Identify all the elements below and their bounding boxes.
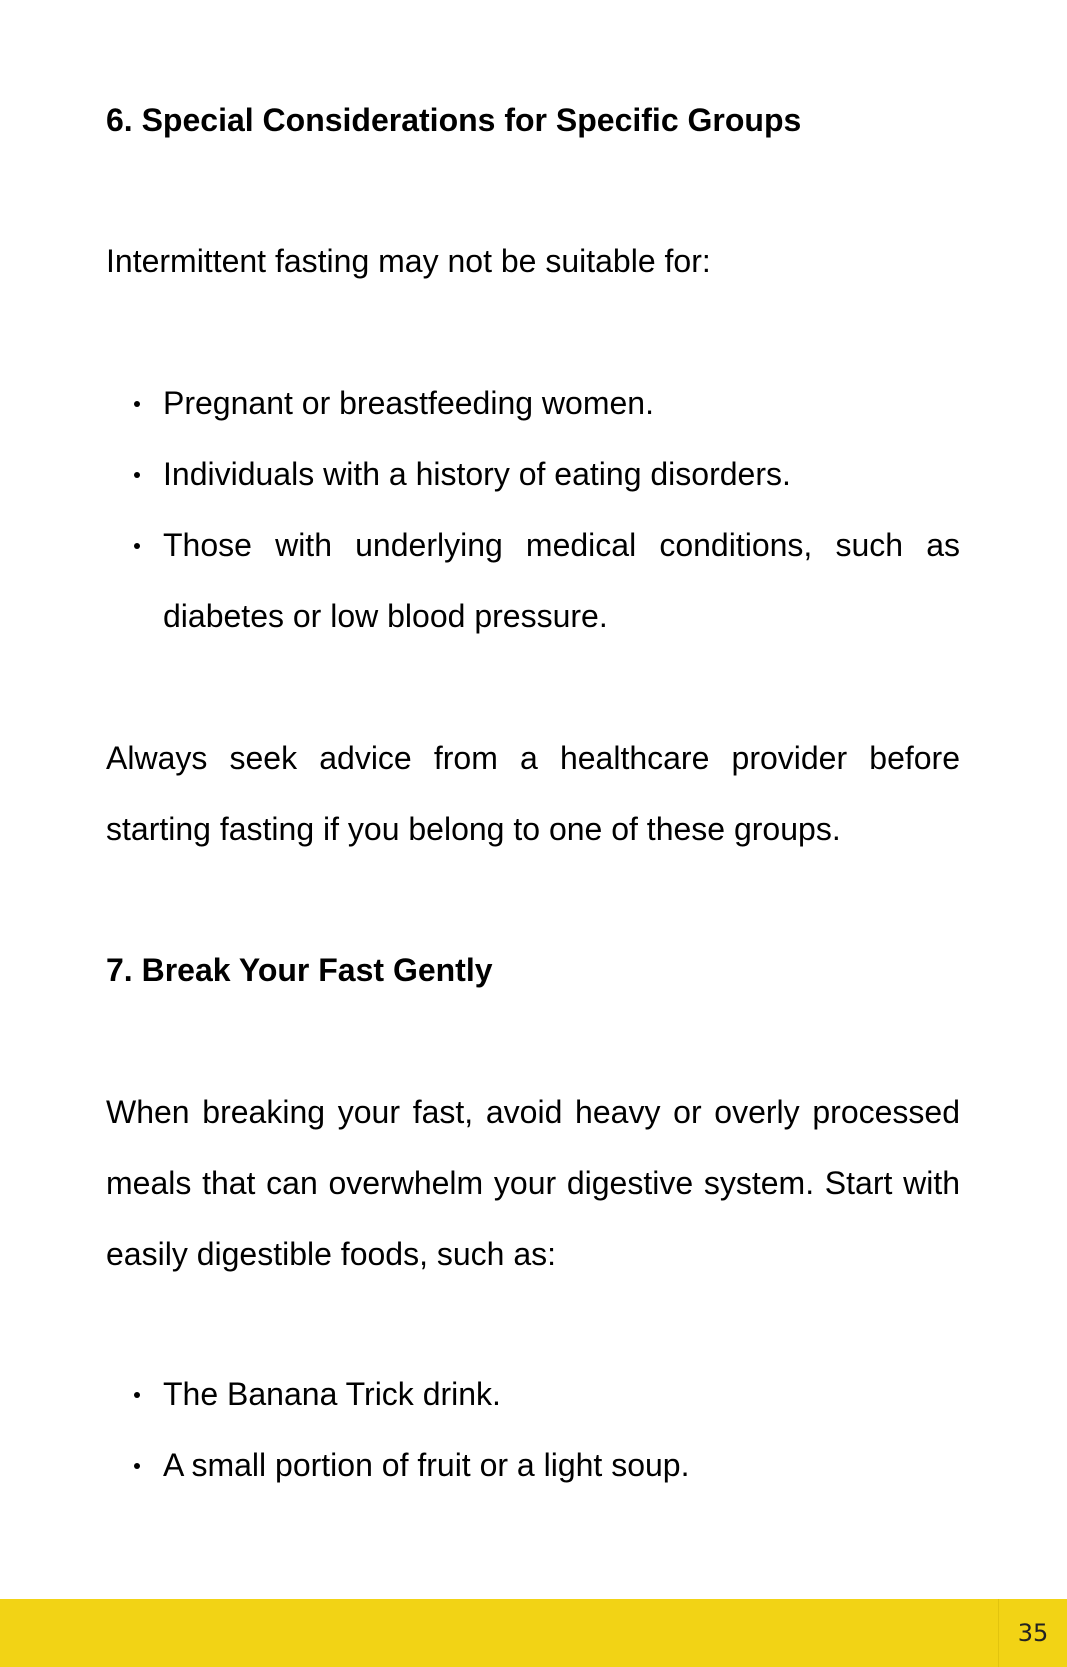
section-6-heading: 6. Special Considerations for Specific Groups: [106, 102, 802, 138]
list-item-text: Pregnant or breastfeeding women.: [163, 385, 654, 421]
list-item: [106, 1430, 960, 1501]
list-item: [106, 368, 960, 439]
section-6-intro: Intermittent fasting may not be suitable for:: [106, 243, 711, 279]
section-6-advice: Always seek advice from a healthcare provider before starting fasting if you belong to one of these groups.: [106, 740, 960, 847]
list-item: [106, 439, 960, 510]
footer-bar: [0, 1599, 1067, 1667]
bullet-icon: [134, 401, 140, 407]
section-6-bullet-list: [106, 368, 960, 652]
page-number: 35: [998, 1599, 1067, 1667]
list-item-text: Individuals with a history of eating disorders.: [163, 456, 791, 492]
list-item-text: A small portion of fruit or a light soup.: [163, 1447, 690, 1483]
bullet-icon: [134, 1392, 140, 1398]
list-item-text: The Banana Trick drink.: [163, 1376, 501, 1412]
list-item-text: Those with underlying medical conditions, such as diabetes or low blood pressure.: [163, 527, 960, 634]
list-item: [106, 1359, 960, 1430]
list-item: [106, 510, 960, 652]
section-7-intro: When breaking your fast, avoid heavy or overly processed meals that can overwhelm your digestive system. Start with easily digestible foods, such as:: [106, 1094, 960, 1272]
bullet-icon: [134, 472, 140, 478]
bullet-icon: [134, 543, 140, 549]
bullet-icon: [134, 1463, 140, 1469]
section-7-bullet-list: [106, 1359, 960, 1501]
section-7-heading: 7. Break Your Fast Gently: [106, 952, 493, 988]
